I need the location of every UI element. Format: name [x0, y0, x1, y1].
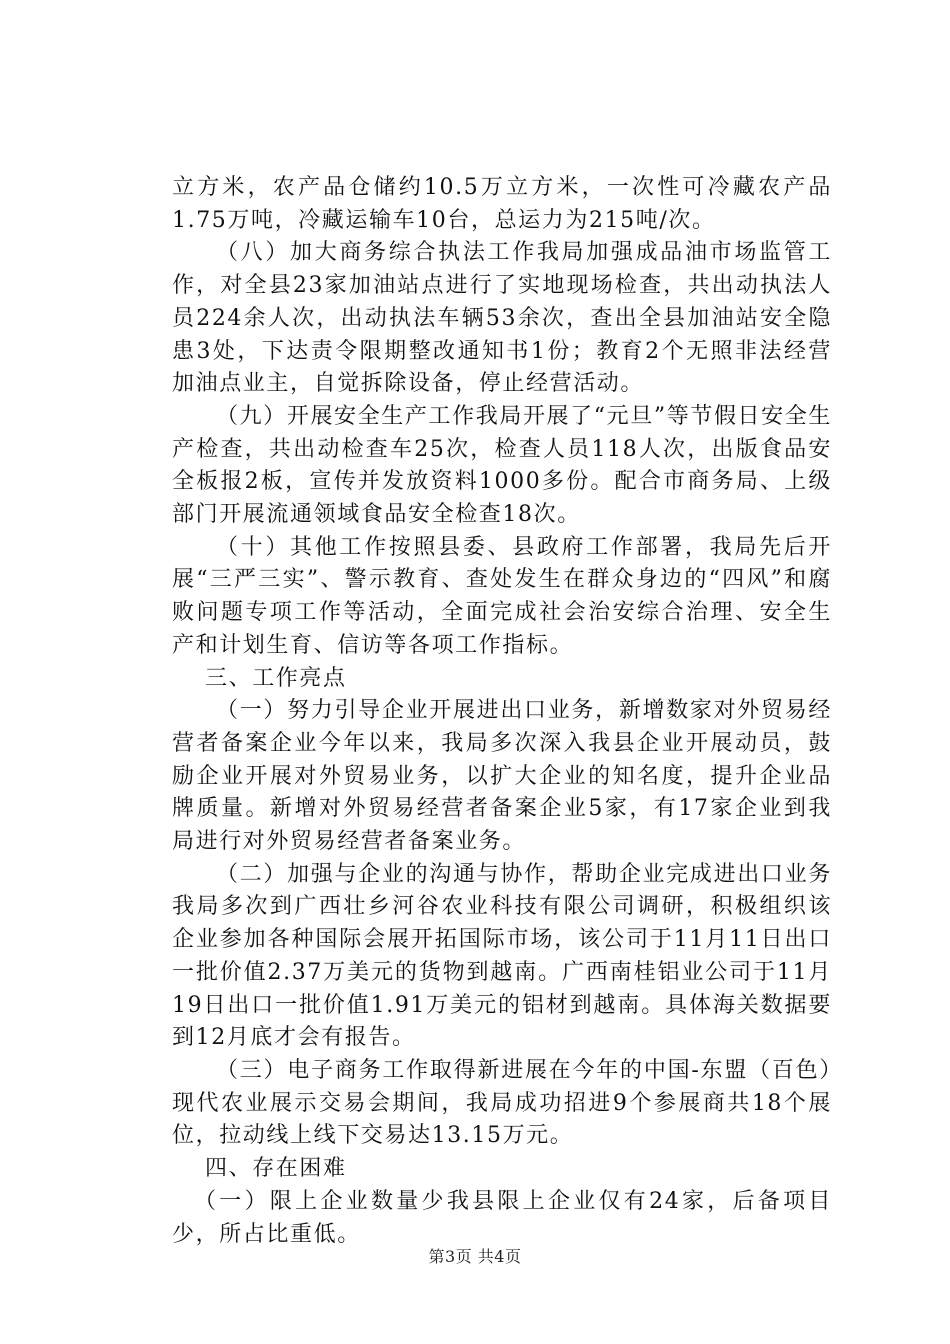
heading-highlights: 三、工作亮点 [205, 665, 347, 691]
paragraph-highlight-3: （三）电子商务工作取得新进展在今年的中国-东盟（百色）现代农业展示交易会期间，我局成功招进9个参展商共18个展位，拉动线上线下交易达13.15万元。 [172, 1057, 832, 1149]
paragraph-section-9: （九）开展安全生产工作我局开展了“元旦”等节假日安全生产检查，共出动检查车25次，检查人员118人次，出版食品安全板报2板，宣传并发放资料1000多份。配合市商务局、上级部门开展流通领域食品安全检查18次。 [172, 403, 832, 528]
paragraph-highlight-1: （一）努力引导企业开展进出口业务，新增数家对外贸易经营者备案企业今年以来，我局多次深入我县企业开展动员，鼓励企业开展对外贸易业务，以扩大企业的知名度，提升企业品牌质量。新增对外贸易经营者备案企业5家，有17家企业到我局进行对外贸易经营者备案业务。 [172, 698, 832, 855]
paragraph-highlight-2: （二）加强与企业的沟通与协作，帮助企业完成进出口业务我局多次到广西壮乡河谷农业科技有限公司调研，积极组织该企业参加各种国际会展开拓国际市场，该公司于11月11日出口一批价值2.37万美元的货物到越南。广西南桂铝业公司于11月19日出口一批价值1.91万美元的铝材到越南。具体海关数据要到12月底才会有报告。 [172, 861, 832, 1051]
document-body [172, 172, 832, 1251]
paragraph-section-8: （八）加大商务综合执法工作我局加强成品油市场监管工作，对全县23家加油站点进行了实地现场检查，共出动执法人员224余人次，出动执法车辆53余次，查出全县加油站安全隐患3处，下达责令限期整改通知书1份；教育2个无照非法经营加油点业主，自觉拆除设备，停止经营活动。 [172, 240, 832, 397]
paragraph-continuation: 立方米，农产品仓储约10.5万立方米，一次性可冷藏农产品1.75万吨，冷藏运输车10台，总运力为215吨/次。 [172, 175, 832, 233]
paragraph-section-10: （十）其他工作按照县委、县政府工作部署，我局先后开展“三严三实”、警示教育、查处发生在群众身边的“四风”和腐败问题专项工作等活动，全面完成社会治安综合治理、安全生产和计划生育、信访等各项工作指标。 [172, 534, 832, 658]
heading-difficulties: 四、存在困难 [205, 1156, 347, 1182]
page-footer: 第3页 共4页 [428, 1247, 522, 1266]
paragraph-difficulty-1: （一）限上企业数量少我县限上企业仅有24家，后备项目少，所占比重低。 [172, 1188, 832, 1247]
